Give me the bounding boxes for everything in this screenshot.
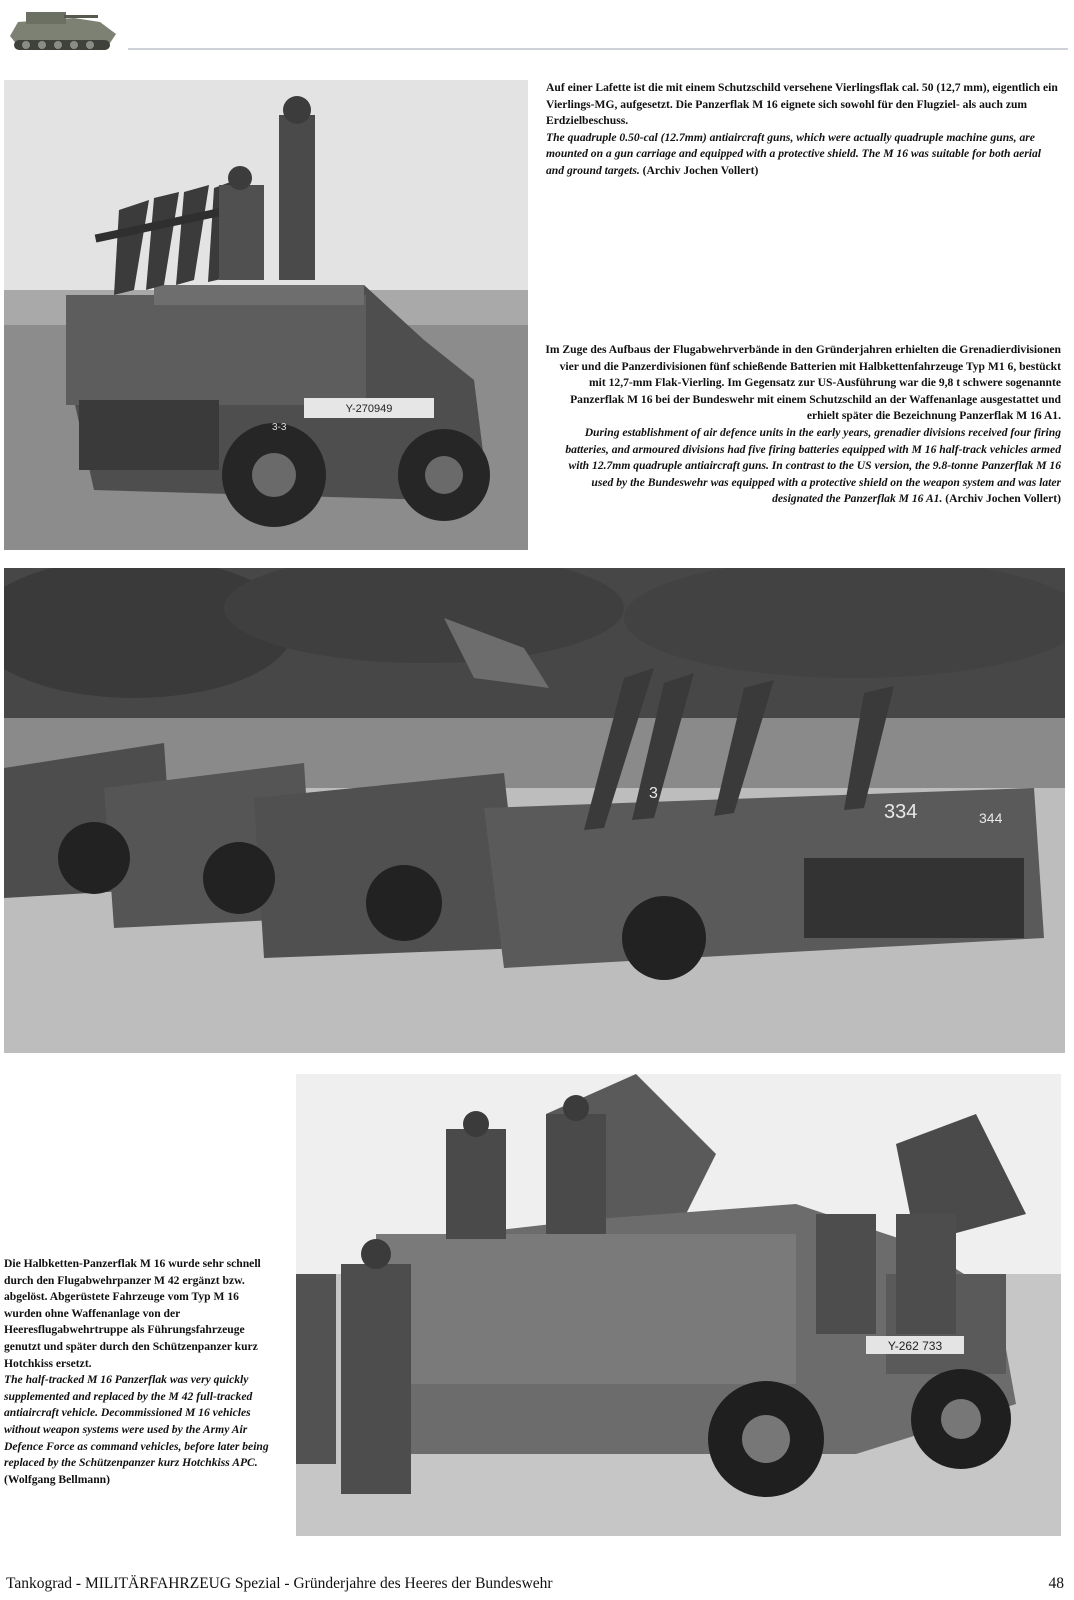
photo-credit: (Wolfgang Bellmann): [4, 1472, 110, 1486]
hull-number: 3-3: [272, 422, 287, 433]
caption-english-body: During establishment of air defence units in the early years, grenadier divisions received four firing batteries, and armoured divisions had five firing batteries equipped with M 16 half-track vehicles armed with 12.7mm quadruple antiaircraft guns. In contrast to the US version, the 9.8-tonne Panzerflak M 16 used by the Bundeswehr was equipped with a protective shield on the weapon system and was later designated the Panzerflak M 16 A1.: [565, 425, 1061, 506]
vehicle-plate: Y-270949: [345, 403, 393, 415]
hull-number: 344: [979, 810, 1003, 826]
photo-credit: (Archiv Jochen Vollert): [945, 492, 1061, 506]
header-rule: [128, 48, 1068, 50]
footer-title: Tankograd - MILITÄRFAHRZEUG Spezial - Gründerjahre des Heeres der Bundeswehr: [6, 1575, 553, 1592]
hull-number: 3: [649, 785, 658, 802]
caption-english-text: [4, 1372, 270, 1488]
page-footer: [6, 1573, 1064, 1595]
vehicle-plate: Y-262 733: [887, 1339, 943, 1353]
caption-english-text: [546, 130, 1058, 180]
caption-english-body: The half-tracked M 16 Panzerflak was very quickly supplemented and replaced by the M 42 full-tracked antiaircraft vehicle. Decommissioned M 16 vehicles without weapon systems were used by the Army Air Defence Force as command vehicles, before later being replaced by the Schützenpanzer kurz Hotchkiss APC.: [4, 1373, 269, 1470]
caption-middle-right: [545, 342, 1061, 508]
halftrack-column-photo: [4, 568, 1065, 1053]
caption-german-text: Die Halbketten-Panzerflak M 16 wurde sehr schnell durch den Flugabwehrpanzer M 42 ergänzt bzw. abgelöst. Abgerüstete Fahrzeuge vom Typ M 16 wurden ohne Waffenanlage von der Heeresflugabwehrtruppe als Führungsfahrzeuge genutzt und später durch den Schützenpanzer kurz Hotchkiss ersetzt.: [4, 1257, 261, 1370]
command-halftrack-photo: [296, 1074, 1061, 1536]
caption-top-right: [546, 80, 1058, 180]
hull-number: 334: [884, 801, 918, 823]
caption-bottom-left: [4, 1256, 270, 1488]
page-number: 48: [1048, 1575, 1064, 1592]
caption-german-text: Auf einer Lafette ist die mit einem Schutzschild versehene Vierlingsflak cal. 50 (12,7 mm), eigentlich ein Vierlings-MG, aufgesetzt. Die Panzerflak M 16 eignete sich sowohl für den Flugziel- als auch zum Erdzielbeschuss.: [546, 81, 1058, 128]
caption-english-body: The quadruple 0.50-cal (12.7mm) antiaircraft guns, which were actually quadruple machine guns, are mounted on a gun carriage and equipped with a protective shield. The M 16 was suitable for both aerial and ground targets.: [546, 130, 1042, 177]
caption-english-text: [545, 425, 1061, 508]
photo-credit: (Archiv Jochen Vollert): [642, 163, 759, 177]
halftrack-vehicle-logo-icon: [4, 4, 122, 56]
caption-german-text: Im Zuge des Aufbaus der Flugabwehrverbände in den Gründerjahren erhielten die Grenadierdivisionen vier und die Panzerdivisionen fünf schießende Batterien mit Halbkettenfahrzeuge Typ M1 6, bestückt mit 12,7-mm Flak-Vierling. Im Gegensatz zur US-Ausführung war die 9,8 t schwere sogenannte Panzerflak M 16 bei der Bundeswehr mit einem Schutzschild an der Waffenanlage ausgestattet und erhielt später die Bezeichnung Panzerflak M 16 A1.: [545, 343, 1061, 423]
m16-halftrack-photo: [4, 80, 528, 550]
